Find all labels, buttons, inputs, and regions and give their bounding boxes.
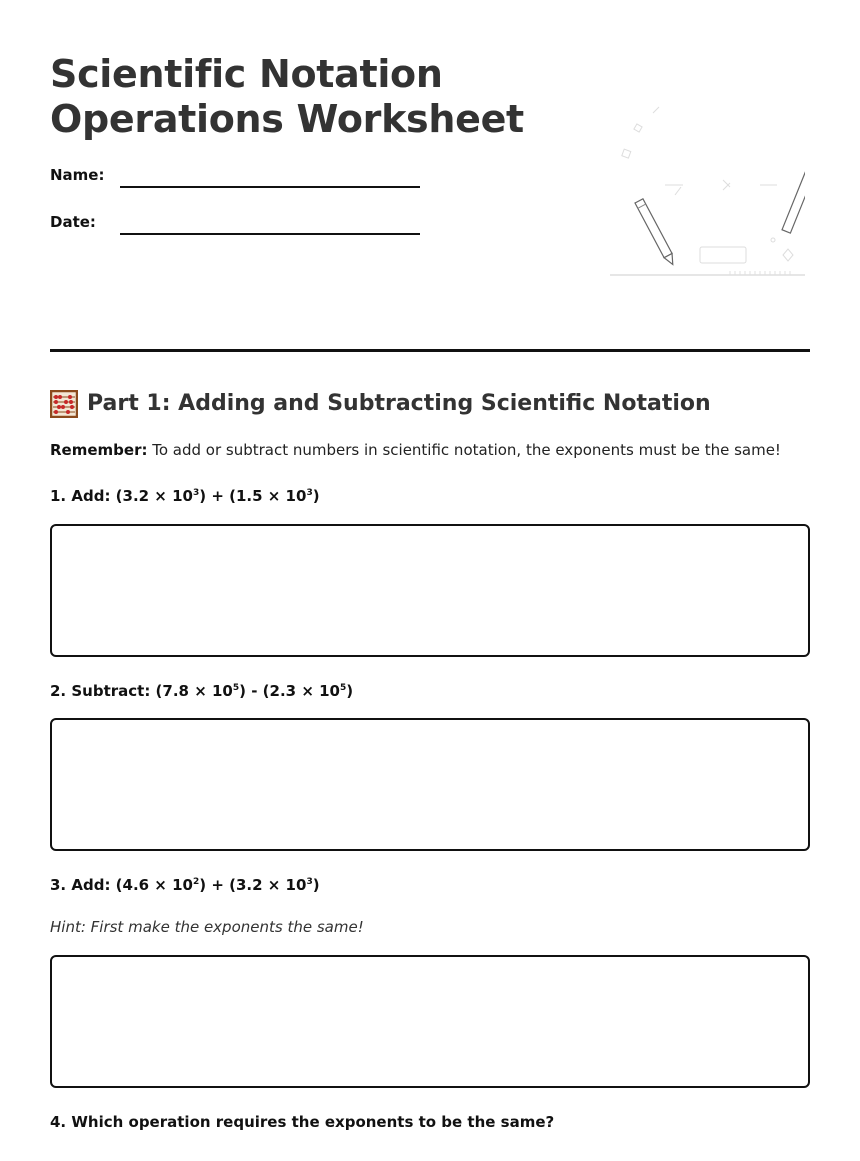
question-4: 4. Which operation requires the exponents to be the same? <box>50 1113 555 1131</box>
name-label: Name: <box>50 166 105 184</box>
remember-note <box>50 440 781 460</box>
header-divider <box>50 349 810 352</box>
pencils-and-math-sketch-icon <box>555 95 805 285</box>
abacus-icon <box>50 390 78 418</box>
name-line[interactable] <box>120 186 420 188</box>
remember-text: To add or subtract numbers in scientific notation, the exponents must be the same! <box>147 441 781 459</box>
question-3: 3. Add: $(4.6 \times 10^2) + (3.2 \times 10^3)$ <box>50 876 320 894</box>
remember-label: Remember: <box>50 441 148 459</box>
title-line-1: Scientific Notation <box>50 52 443 96</box>
answer-box-3[interactable] <box>50 955 810 1088</box>
answer-box-1[interactable] <box>50 524 810 657</box>
date-field[interactable] <box>50 213 420 243</box>
worksheet-title <box>50 52 524 142</box>
question-2: 2. Subtract: $(7.8 \times 10^5) - (2.3 \times 10^5)$ <box>50 682 354 700</box>
title-line-2: Operations Worksheet <box>50 97 524 141</box>
date-label: Date: <box>50 213 96 231</box>
name-field[interactable] <box>50 166 420 196</box>
question-3-hint: Hint: First make the exponents the same! <box>50 918 364 936</box>
question-1: 1. Add: $(3.2 \times 10^3) + (1.5 \times 10^3)$ <box>50 487 320 505</box>
answer-box-2[interactable] <box>50 718 810 851</box>
part1-title-text: Part 1: Adding and Subtracting Scientific Notation <box>87 391 711 416</box>
part1-title <box>50 389 711 419</box>
date-line[interactable] <box>120 233 420 235</box>
